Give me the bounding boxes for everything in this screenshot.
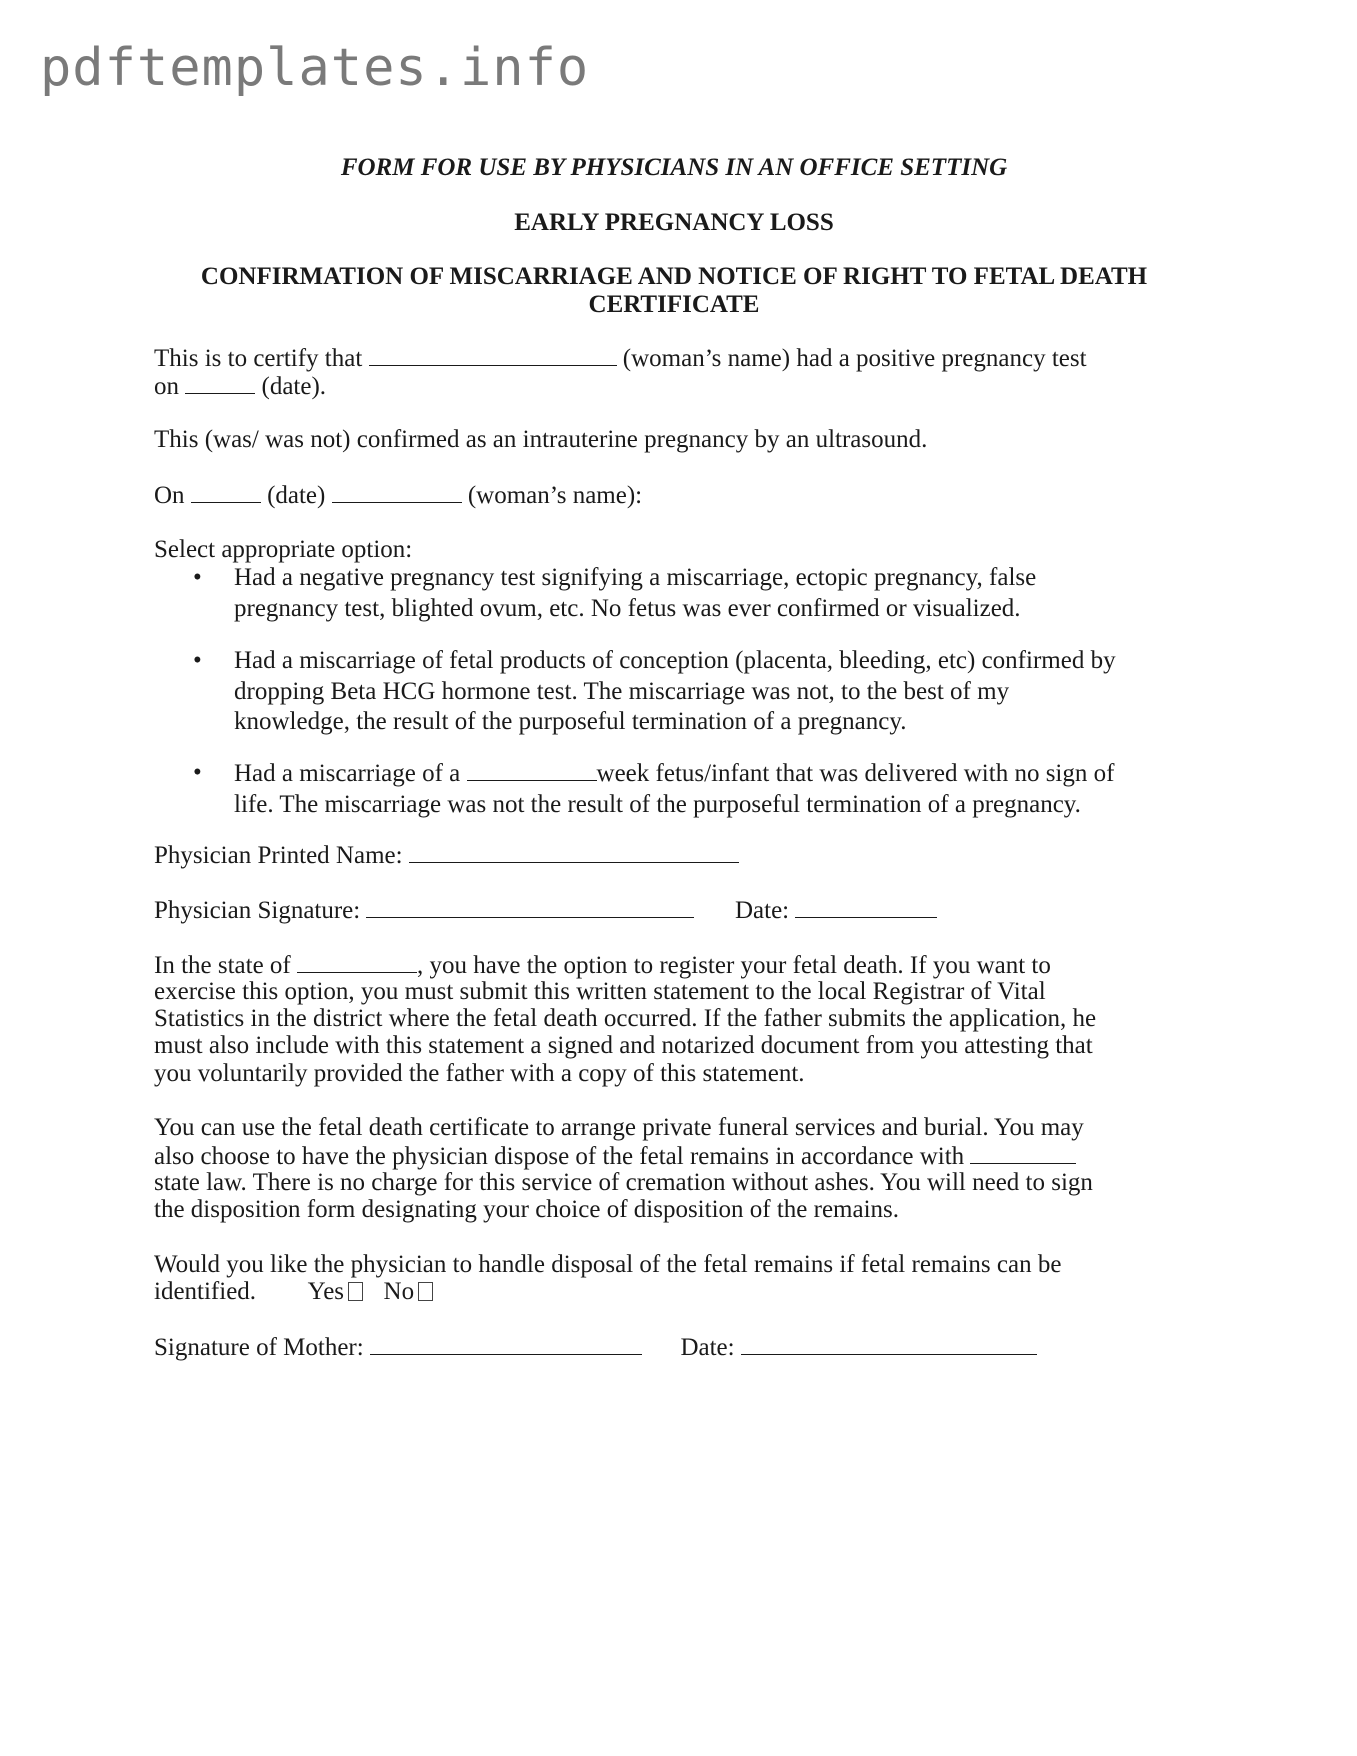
form-title: EARLY PREGNANCY LOSS	[514, 209, 834, 236]
options-list	[154, 563, 1194, 624]
no-checkbox[interactable]	[418, 1282, 433, 1301]
options-list-3	[154, 758, 1194, 820]
options-list-2	[154, 646, 1194, 738]
physician-printed-name-field[interactable]	[409, 840, 739, 863]
state-notice-line4: must also include with this statement a signed and notarized document from you attesting that	[154, 1032, 1093, 1059]
mother-date-field[interactable]	[741, 1332, 1037, 1355]
option-negative-test[interactable]	[154, 563, 1194, 624]
option-line: knowledge, the result of the purposeful termination of a pregnancy.	[234, 708, 907, 735]
option-miscarriage-fetus[interactable]	[154, 758, 1194, 820]
certify-text-1: This is to certify that	[154, 345, 363, 372]
bullet-icon: •	[193, 564, 202, 591]
option-miscarriage-products[interactable]	[154, 646, 1194, 738]
option-text: Had a miscarriage of a	[234, 760, 461, 787]
woman-name-field[interactable]	[369, 343, 617, 366]
state-field[interactable]	[297, 950, 417, 973]
woman-name-hint: (woman’s name):	[467, 482, 643, 509]
physician-signature-row	[154, 895, 1194, 927]
state-notice-line5: you voluntarily provided the father with a copy of this statement.	[154, 1060, 805, 1087]
physician-printed-name-row	[154, 840, 1194, 872]
certify-line1	[154, 343, 1194, 375]
state-notice-text: , you have the option to register your fetal death. If you want to	[417, 952, 1051, 979]
test-date-field[interactable]	[185, 371, 255, 394]
mother-signature-row	[154, 1332, 1194, 1364]
ultrasound-statement: This (was/ was not) confirmed as an intrauterine pregnancy by an ultrasound.	[154, 426, 928, 453]
physician-signature-label: Physician Signature:	[154, 897, 361, 924]
mother-date-label: Date:	[680, 1334, 735, 1361]
certify-line2	[154, 371, 1194, 403]
option-line: dropping Beta HCG hormone test. The miscarriage was not, to the best of my	[234, 677, 1010, 705]
option-line: Had a miscarriage of fetal products of conception (placenta, bleeding, etc) confirmed by	[234, 647, 1116, 674]
option-line	[234, 758, 1194, 790]
option-text: week fetus/infant that was delivered with no sign of	[596, 760, 1115, 787]
funeral-notice-line3: state law. There is no charge for this service of cremation without ashes. You will need to sign	[154, 1169, 1093, 1196]
state-notice-line3: Statistics in the district where the fetal death occurred. If the father submits the application, he	[154, 1005, 1097, 1032]
funeral-notice-line4: the disposition form designating your choice of disposition of the remains.	[154, 1196, 900, 1223]
on-date-field[interactable]	[191, 480, 261, 503]
mother-signature-label: Signature of Mother:	[154, 1334, 364, 1361]
physician-signature-field[interactable]	[366, 895, 694, 918]
watermark-logo: pdftemplates.info	[40, 38, 590, 98]
on-woman-name-field[interactable]	[332, 480, 462, 503]
form-subtitle-line1: CONFIRMATION OF MISCARRIAGE AND NOTICE OF RIGHT TO FETAL DEATH	[200, 263, 1148, 290]
state-law-field[interactable]	[970, 1141, 1076, 1164]
select-option-label: Select appropriate option:	[154, 536, 413, 563]
physician-date-label: Date:	[734, 897, 790, 924]
yes-label: Yes	[307, 1278, 345, 1305]
mother-signature-field[interactable]	[370, 1332, 642, 1355]
certify-text-4: (date).	[261, 373, 327, 400]
on-date-line	[154, 480, 1194, 512]
physician-date-field[interactable]	[795, 895, 937, 918]
on-text: On	[154, 482, 185, 509]
option-line: pregnancy test, blighted ovum, etc. No fetus was ever confirmed or visualized.	[234, 594, 1021, 622]
bullet-icon: •	[193, 647, 202, 674]
disposal-question-text: identified.	[154, 1278, 257, 1305]
certify-text-2: (woman’s name) had a positive pregnancy test	[622, 345, 1087, 372]
state-notice-line2: exercise this option, you must submit this written statement to the local Registrar of Vital	[154, 978, 1046, 1005]
certify-text-3: on	[154, 373, 179, 400]
form-subtitle-line2: CERTIFICATE	[588, 291, 760, 318]
disposal-question-line1: Would you like the physician to handle disposal of the fetal remains if fetal remains can be	[154, 1251, 1062, 1278]
date-hint: (date)	[267, 482, 326, 509]
weeks-field[interactable]	[467, 758, 597, 781]
option-line: Had a negative pregnancy test signifying a miscarriage, ectopic pregnancy, false	[234, 564, 1037, 591]
funeral-notice-line1: You can use the fetal death certificate to arrange private funeral services and burial. You may	[154, 1114, 1084, 1141]
form-usage-heading: FORM FOR USE BY PHYSICIANS IN AN OFFICE SETTING	[340, 154, 1008, 181]
option-line: life. The miscarriage was not the result of the purposeful termination of a pregnancy.	[234, 790, 1081, 818]
disposal-question-line2	[154, 1277, 1194, 1308]
funeral-notice-text: also choose to have the physician dispose of the fetal remains in accordance with	[154, 1143, 965, 1170]
yes-checkbox[interactable]	[348, 1282, 363, 1301]
physician-printed-name-label: Physician Printed Name:	[154, 842, 403, 869]
bullet-icon: •	[193, 759, 202, 786]
state-notice-text: In the state of	[154, 952, 291, 979]
no-label: No	[383, 1278, 415, 1305]
